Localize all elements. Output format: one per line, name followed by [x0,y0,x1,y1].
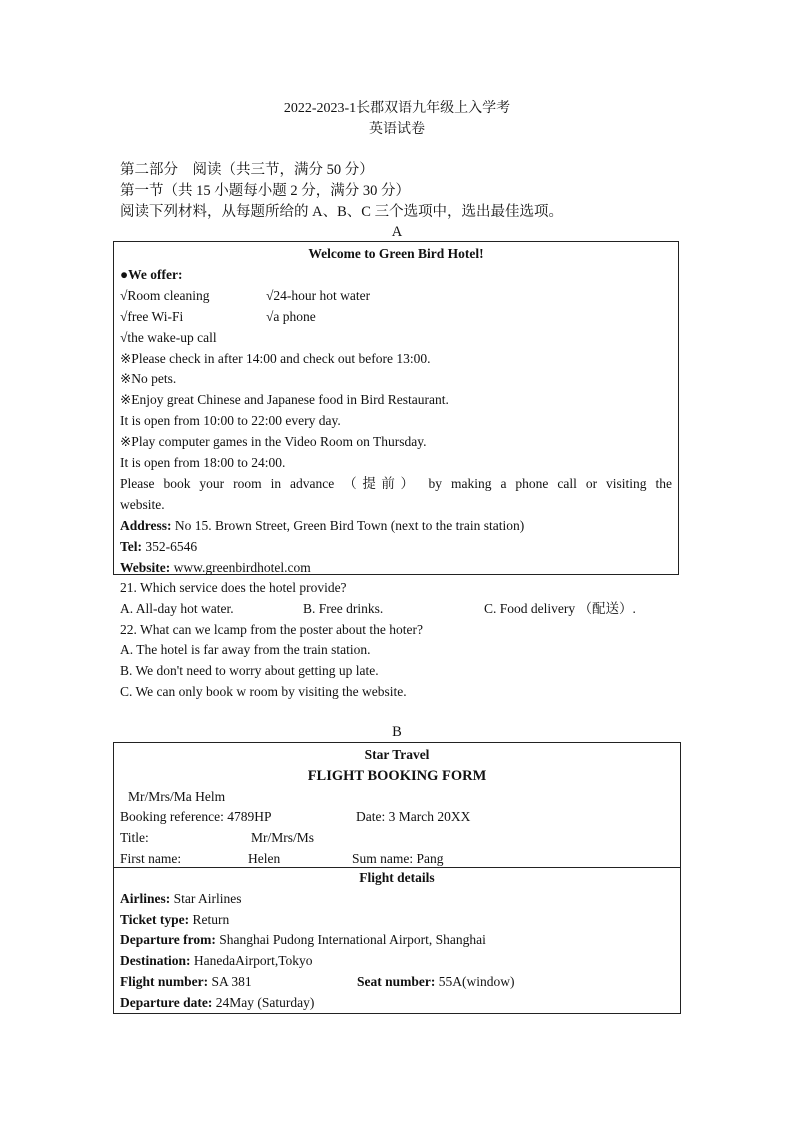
question-22: 22. What can we lcamp from the poster about the hoter? [120,621,424,637]
note-line: ※Enjoy great Chinese and Japanese food in Bird Restaurant. [120,392,449,408]
note-line: ※Please check in after 14:00 and check out before 13:00. [120,350,431,366]
seat-number-label: Seat number: [357,973,436,989]
hotel-poster [113,241,679,575]
option-c: C. Food delivery （配送）. [484,600,636,616]
first-name-label: First name: [120,850,182,866]
booking-note-end: website. [120,496,165,512]
company-name: Star Travel [364,747,430,762]
tel-label: Tel: [120,538,143,554]
note-line: ※No pets. [120,371,177,387]
title-label: Title: [120,830,149,846]
flight-details-heading: Flight details [359,870,435,885]
question-21-options [120,599,636,620]
flight-details [114,868,680,1014]
name-row [120,849,674,870]
exam-subtitle: 英语试卷 [369,122,425,137]
note-line: ※Play computer games in the Video Room on Thursday. [120,434,427,450]
title-value: Mr/Mrs/Ms [251,830,315,846]
departure-date-label: Departure date: [120,994,213,1010]
note-line: It is open from 18:00 to 24:00. [120,455,286,471]
instruction-text: 阅读下列材料，从每题所给的 A、B、C 三个选项中，选出最佳选项。 [120,204,564,220]
departure-date-value: 24May (Saturday) [212,994,315,1010]
flight-booking-form [113,742,681,1014]
destination-line [120,951,674,972]
option-c: C. We can only book w room by visiting the website. [120,683,407,699]
booking-date: Date: 3 March 20XX [356,809,471,825]
booking-reference: Booking reference: 4789HP [120,809,272,825]
section-instructions [120,160,563,223]
option-a: A. The hotel is far away from the train station. [120,642,371,658]
website-label: Website: [120,559,171,575]
booking-row [120,807,674,828]
flight-number-value: SA 381 [208,973,252,989]
offer-row [120,286,672,307]
tel-line [120,537,672,558]
departure-value: Shanghai Pudong International Airport, Shanghai [215,932,486,948]
option-b: B. We don't need to worry about getting up late. [120,663,379,679]
exam-title: 2022-2023-1长郡双语九年级上入学考 [283,101,511,116]
airlines-label: Airlines: [120,890,171,906]
form-header [114,743,680,868]
ticket-line [120,910,674,931]
airlines-value: Star Airlines [170,890,242,906]
option-b: B. Free drinks. [303,600,384,616]
questions-a [120,578,636,703]
name-line: Mr/Mrs/Ma Helm [128,788,226,804]
part-heading: 第二部分 阅读（共三节，满分 50 分） [120,162,374,178]
seat-number-value: 55A(window) [435,973,515,989]
ticket-label: Ticket type: [120,911,190,927]
ticket-value: Return [189,911,230,927]
flight-number-label: Flight number: [120,973,209,989]
offer-item: √Room cleaning [120,287,210,303]
sum-name: Sum name: Pang [352,850,444,866]
website-line [120,558,672,579]
departure-line [120,930,674,951]
note-line: It is open from 10:00 to 22:00 every day. [120,413,341,429]
departure-label: Departure from: [120,932,216,948]
offer-heading: ●We offer: [120,266,183,282]
website-value: www.greenbirdhotel.com [170,559,311,575]
passage-a-label: A [391,224,403,240]
offer-item: √24-hour hot water [266,287,371,303]
offer-row [120,307,672,328]
airlines-line [120,889,674,910]
address-label: Address: [120,517,172,533]
tel-value: 352-6546 [142,538,198,554]
offer-item: √the wake-up call [120,329,217,345]
poster-title: Welcome to Green Bird Hotel! [308,246,484,261]
flight-seat-line [120,972,674,993]
form-title: FLIGHT BOOKING FORM [307,767,487,784]
title-row [120,828,674,849]
question-21: 21. Which service does the hotel provide? [120,580,347,595]
destination-label: Destination: [120,953,191,969]
address-line [120,516,672,537]
offer-item: √a phone [266,308,316,324]
address-value: No 15. Brown Street, Green Bird Town (next to the train station) [171,517,525,533]
option-a: A. All-day hot water. [120,600,234,616]
offer-item: √free Wi-Fi [120,308,184,324]
first-name-value: Helen [248,850,281,866]
section-heading: 第一节（共 15 小题每小题 2 分，满分 30 分） [120,183,410,199]
booking-note: Please book your room in advance （提前） by making a phone call or visiting the [120,475,672,491]
destination-value: HanedaAirport,Tokyo [190,953,313,969]
passage-b-label: B [392,724,402,740]
departure-date-line [120,993,674,1014]
